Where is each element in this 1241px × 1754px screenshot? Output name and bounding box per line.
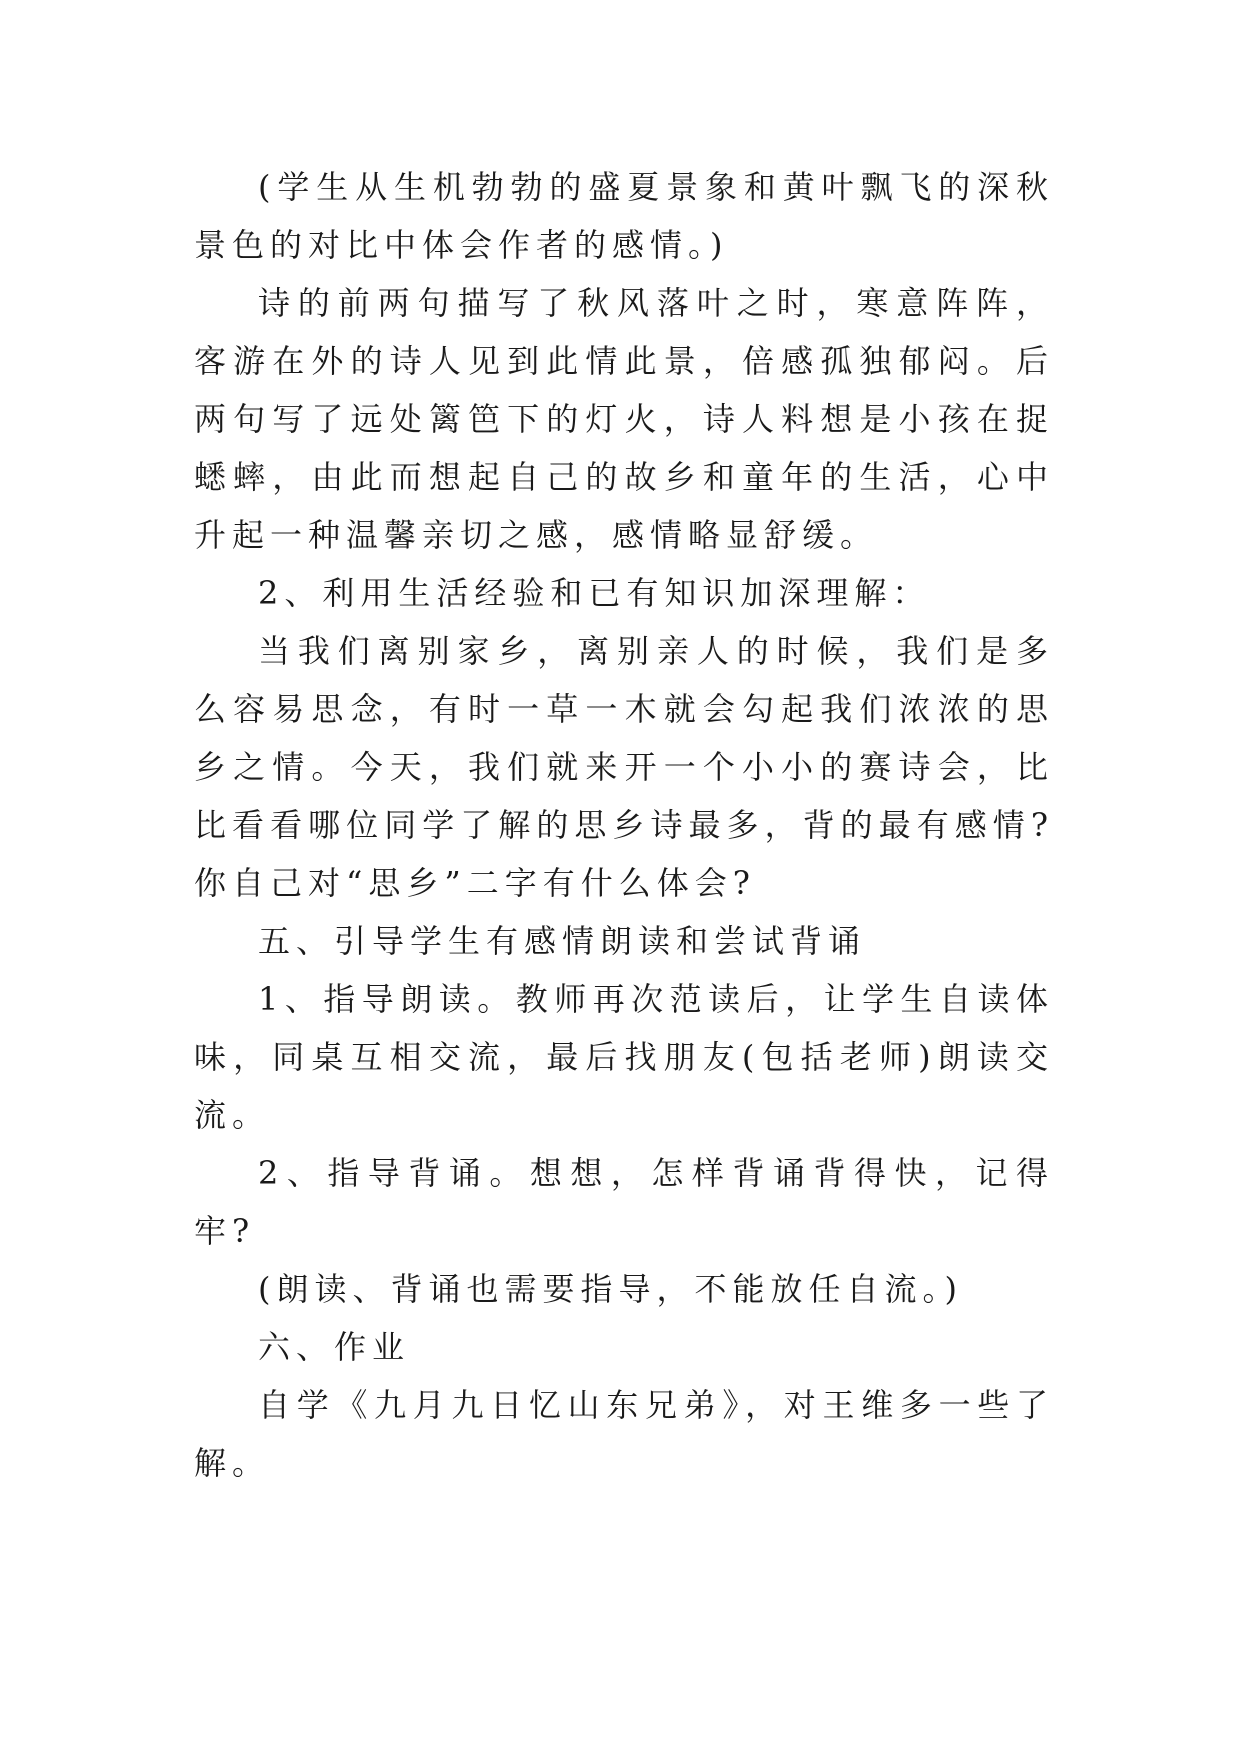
paragraph-step-2-heading: 2、利用生活经验和已有知识加深理解：	[258, 574, 931, 612]
paragraph-guided-recitation: 2、指导背诵。想想，怎样背诵背得快，记得牢?	[194, 1154, 1054, 1250]
paragraph-contrast-note: (学生从生机勃勃的盛夏景象和黄叶飘飞的深秋景色的对比中体会作者的感情。)	[194, 168, 1054, 264]
document-body	[194, 158, 1054, 1492]
section-heading-reading: 五、引导学生有感情朗读和尝试背诵	[258, 922, 867, 960]
section-heading-homework: 六、作业	[258, 1328, 411, 1366]
paragraph-homework-task: 自学《九月九日忆山东兄弟》，对王维多一些了解。	[194, 1386, 1054, 1482]
paragraph-guided-reading: 1、指导朗读。教师再次范读后，让学生自读体味，同桌互相交流，最后找朋友(包括老师)朗读交流。	[194, 980, 1054, 1134]
paragraph-homesick-discussion: 当我们离别家乡，离别亲人的时候，我们是多么容易思念，有时一草一木就会勾起我们浓浓的思乡之情。今天，我们就来开一个小小的赛诗会，比比看看哪位同学了解的思乡诗最多，背的最有感情?你自己对“思乡”二字有什么体会?	[194, 632, 1054, 902]
paragraph-poem-analysis: 诗的前两句描写了秋风落叶之时，寒意阵阵，客游在外的诗人见到此情此景，倍感孤独郁闷。后两句写了远处篱笆下的灯火，诗人料想是小孩在捉蟋蟀，由此而想起自己的故乡和童年的生活，心中升起一种温馨亲切之感，感情略显舒缓。	[194, 284, 1054, 554]
paragraph-recitation-note: (朗读、背诵也需要指导，不能放任自流。)	[258, 1270, 963, 1308]
